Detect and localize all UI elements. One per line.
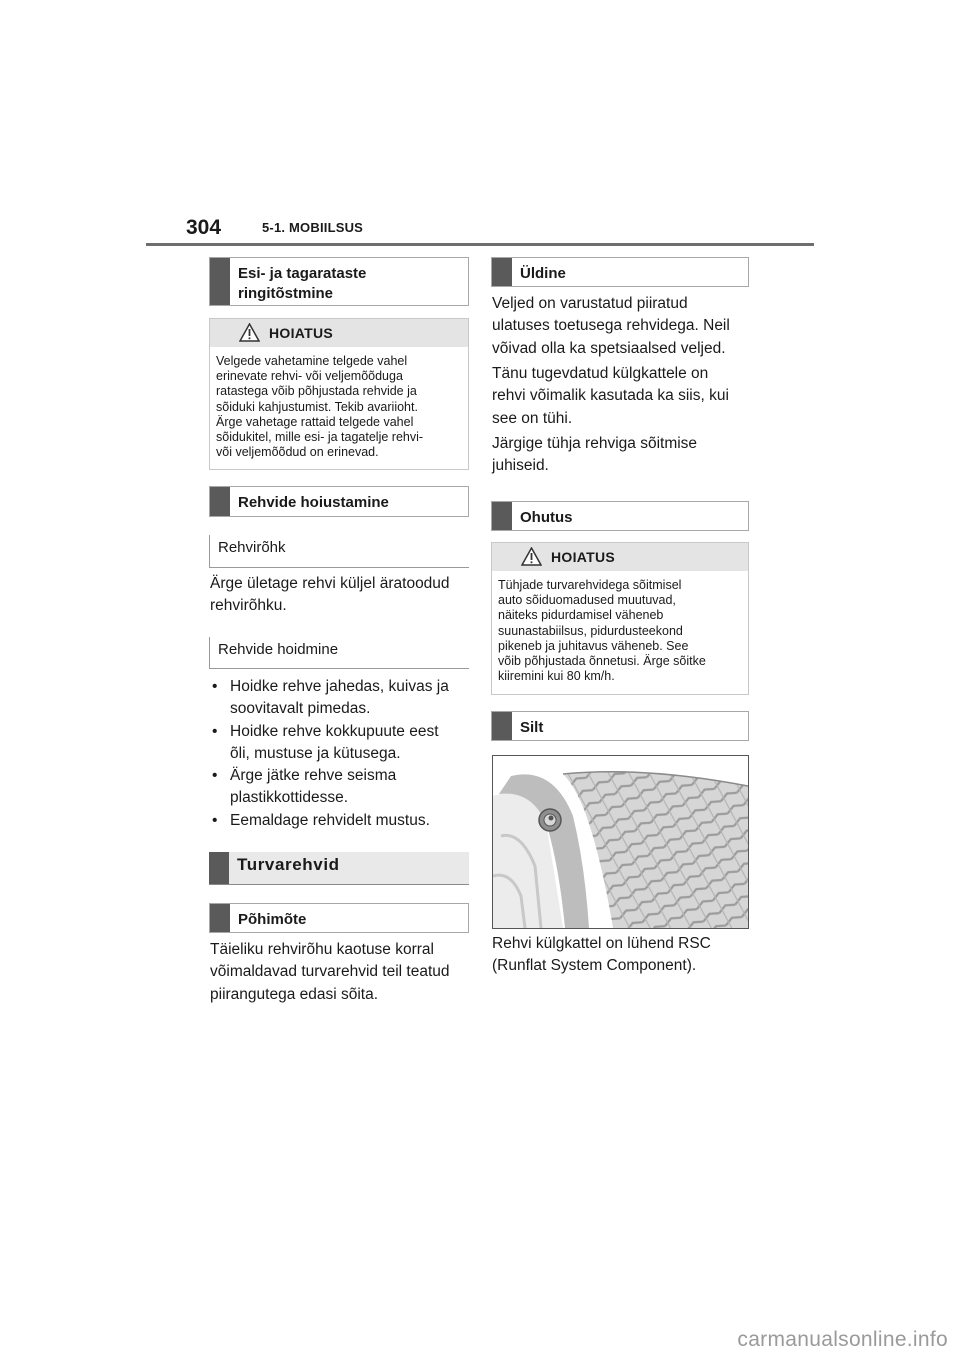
warning-line: või veljemõõdud on erinevad. (216, 445, 379, 460)
bullet-marker: • (212, 722, 218, 740)
warning-line: näiteks pidurdamisel väheneb (498, 608, 664, 623)
text-line: ulatuses toetusega rehvidega. Neil (492, 317, 730, 335)
section-heading-label: Silt (520, 719, 544, 736)
list-item (211, 810, 476, 832)
warning-text (210, 347, 468, 468)
warning-title: HOIATUS (551, 549, 616, 565)
subheading-rehvirohk: Rehvirõhk (209, 535, 469, 568)
subheading-rehvide-hoidmine: Rehvide hoidmine (209, 637, 469, 669)
warning-title: HOIATUS (269, 325, 334, 341)
section-heading-uldine (491, 257, 749, 287)
section-bar (209, 852, 229, 884)
warning-text (492, 571, 748, 692)
paragraph-uldine-1 (492, 293, 757, 360)
header-rule (146, 243, 814, 246)
warning-line: pikeneb ja juhitavus väheneb. See (498, 638, 689, 653)
text-line: juhiseid. (492, 457, 549, 475)
text-line: piirangutega edasi sõita. (210, 985, 379, 1003)
text-line: Hoidke rehve kokkupuute eest (230, 722, 439, 740)
text-line: Järgige tühja rehviga sõitmise (492, 435, 698, 452)
section-heading-label: Ohutus (520, 509, 573, 526)
chapter-title: 5-1. MOBIILSUS (262, 220, 364, 235)
warning-line: ratastega võib põhjustada rehvide ja (216, 384, 417, 399)
warning-line: Ärge vahetage rattaid telgede vahel (216, 414, 414, 429)
section-heading-label: Üldine (520, 265, 566, 282)
section-heading-ohutus (491, 501, 749, 531)
warning-box-runflat-driving (491, 542, 749, 695)
section-heading-label: Turvarehvid (237, 855, 340, 874)
text-line: Eemaldage rehvidelt mustus. (230, 811, 430, 829)
text-line: Täieliku rehvirõhu kaotuse korral (210, 941, 434, 958)
section-heading-ringitostmine (209, 257, 469, 306)
warning-triangle-icon (239, 323, 260, 342)
warning-line: kiiremini kui 80 km/h. (498, 669, 615, 684)
text-line: soovitavalt pimedas. (230, 700, 371, 718)
warning-line: Tühjade turvarehvidega sõitmisel (498, 578, 682, 592)
section-bar (210, 487, 230, 516)
warning-line: sõidukitel, mille esi- ja tagatelje rehvi- (216, 430, 424, 445)
warning-line: erinevate rehvi- või veljemõõduga (216, 369, 403, 384)
paragraph-uldine-2 (492, 363, 757, 430)
list-item (211, 765, 476, 810)
warning-header (492, 543, 748, 571)
text-line: Ärge jätke rehve seisma (230, 767, 397, 785)
section-heading-turvarehvid (209, 852, 469, 885)
warning-triangle-icon (521, 547, 542, 566)
section-bar (492, 502, 512, 530)
paragraph-uldine-3 (492, 433, 757, 478)
text-line: Veljed on varustatud piiratud (492, 295, 688, 312)
bullet-marker: • (212, 811, 218, 829)
text-line: rehvi võimalik kasutada ka siis, kui (492, 387, 729, 405)
warning-line: võib põhjustada õnnetusi. Ärge sõitke (498, 654, 706, 669)
bullet-marker: • (212, 767, 218, 785)
section-bar (210, 258, 230, 305)
section-heading-hoiustamine (209, 486, 469, 517)
section-heading-label: Rehvide hoiustamine (238, 494, 389, 511)
text-line: õli, mustuse ja kütusega. (230, 744, 401, 762)
warning-box-axle-swap (209, 318, 469, 470)
warning-line: sõiduki kahjustumist. Tekib avariioht. (216, 399, 418, 414)
page-number: 304 (186, 216, 222, 239)
paragraph-pohimote (210, 939, 475, 1006)
section-heading-label: Esi- ja tagarataste ringitõstmine (238, 265, 367, 302)
section-heading-label: Põhimõte (238, 911, 307, 928)
warning-header (210, 319, 468, 347)
bullet-list (211, 676, 476, 832)
section-bar (492, 258, 512, 286)
section-bar (210, 904, 230, 932)
paragraph-rehvirohk (210, 573, 475, 618)
section-bar (492, 712, 512, 740)
list-item (211, 721, 476, 766)
section-heading-silt (491, 711, 749, 741)
text-line: Hoidke rehve jahedas, kuivas ja (230, 678, 449, 695)
warning-line: auto sõiduomadused muutuvad, (498, 593, 676, 608)
text-line: võimaldavad turvarehvid teil teatud (210, 963, 450, 981)
text-line: (Runflat System Component). (492, 957, 697, 975)
text-line: Rehvi külgkattel on lühend RSC (492, 935, 711, 952)
watermark: carmanualsonline.info (737, 1328, 948, 1351)
text-line: rehvirõhku. (210, 597, 287, 615)
warning-line: suunastabiilsus, pidurdusteekond (498, 623, 683, 638)
warning-line: Velgede vahetamine telgede vahel (216, 354, 408, 368)
text-line: võivad olla ka spetsiaalsed veljed. (492, 339, 726, 357)
text-line: Tänu tugevdatud külgkattele on (492, 365, 709, 382)
list-item (211, 676, 476, 721)
bullet-marker: • (212, 678, 218, 695)
text-line: plastikkottidesse. (230, 789, 349, 807)
text-line: Ärge ületage rehvi küljel äratoodud (210, 575, 450, 592)
runflat-tire-illustration (492, 755, 749, 929)
tire-drawing (493, 756, 748, 928)
text-line: see on tühi. (492, 409, 573, 427)
image-caption (492, 933, 757, 978)
section-heading-pohimote (209, 903, 469, 933)
